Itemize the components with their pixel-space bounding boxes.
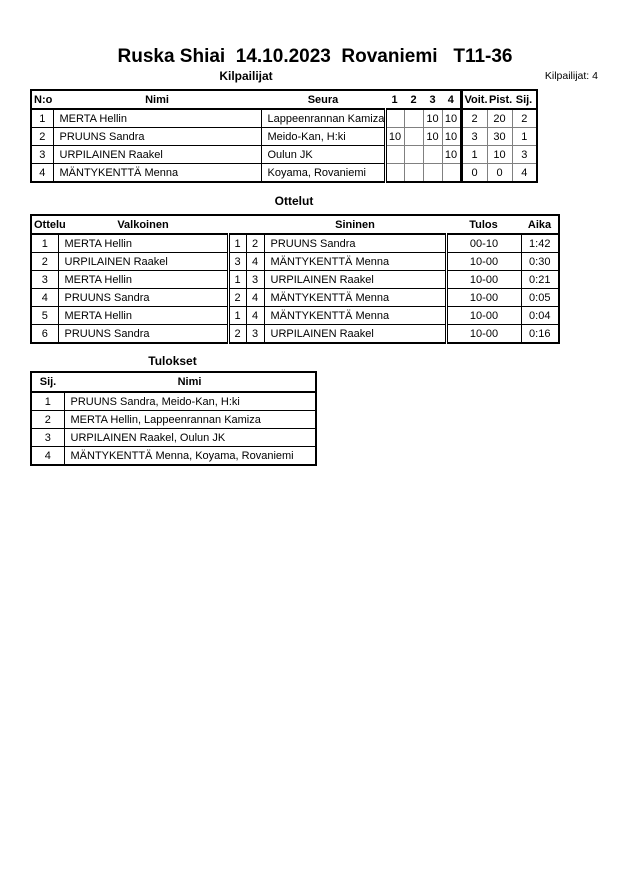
match-result: 10-00 <box>446 289 521 307</box>
competitor-row <box>31 109 537 128</box>
competitor-row <box>31 164 537 183</box>
match-row <box>31 325 559 344</box>
competitor-club: Koyama, Rovaniemi <box>261 164 385 183</box>
result-rank: 2 <box>31 411 64 429</box>
score-vs-2 <box>404 146 423 164</box>
competitor-name: PRUUNS Sandra <box>53 128 261 146</box>
match-result: 00-10 <box>446 234 521 253</box>
match-number: 4 <box>31 289 58 307</box>
competitor-number: 2 <box>31 128 53 146</box>
rank-value: 4 <box>512 164 537 183</box>
col-header-name: Nimi <box>64 372 316 392</box>
score-vs-4: 10 <box>442 128 461 146</box>
blue-player-number: 2 <box>246 234 264 253</box>
blue-player-number: 4 <box>246 289 264 307</box>
score-vs-4 <box>442 164 461 183</box>
score-vs-1 <box>385 164 404 183</box>
blue-player-number: 3 <box>246 325 264 344</box>
col-header-white: Valkoinen <box>58 215 228 234</box>
competitor-name: MERTA Hellin <box>53 109 261 128</box>
match-time: 0:30 <box>521 253 559 271</box>
score-vs-3: 10 <box>423 128 442 146</box>
col-header-blue: Sininen <box>264 215 446 234</box>
white-player-number: 2 <box>228 325 246 344</box>
col-header-time: Aika <box>521 215 559 234</box>
score-vs-2 <box>404 128 423 146</box>
blue-player-number: 4 <box>246 307 264 325</box>
result-rank: 3 <box>31 429 64 447</box>
blue-player-number: 4 <box>246 253 264 271</box>
col-header-result: Tulos <box>446 215 521 234</box>
wins-value: 1 <box>461 146 487 164</box>
result-row <box>31 392 316 411</box>
rank-value: 3 <box>512 146 537 164</box>
match-row <box>31 289 559 307</box>
match-number: 1 <box>31 234 58 253</box>
white-player-name: MERTA Hellin <box>58 271 228 289</box>
white-player-number: 1 <box>228 234 246 253</box>
competitor-name: MÄNTYKENTTÄ Menna <box>53 164 261 183</box>
match-number: 3 <box>31 271 58 289</box>
score-vs-3 <box>423 146 442 164</box>
competitors-table <box>30 89 538 183</box>
match-number: 2 <box>31 253 58 271</box>
results-table <box>30 371 317 466</box>
competitor-club: Meido-Kan, H:ki <box>261 128 385 146</box>
match-number: 6 <box>31 325 58 344</box>
white-player-number: 1 <box>228 271 246 289</box>
results-header-row <box>31 372 316 392</box>
result-row <box>31 429 316 447</box>
competitors-header-row <box>31 90 537 109</box>
results-heading: Tulokset <box>148 354 197 368</box>
white-player-name: URPILAINEN Raakel <box>58 253 228 271</box>
competitors-heading: Kilpailijat <box>219 69 273 83</box>
score-vs-1 <box>385 146 404 164</box>
match-result: 10-00 <box>446 325 521 344</box>
col-header-no: N:o <box>31 90 53 109</box>
result-row <box>31 447 316 466</box>
score-vs-4: 10 <box>442 146 461 164</box>
points-value: 20 <box>487 109 512 128</box>
points-value: 10 <box>487 146 512 164</box>
wins-value: 0 <box>461 164 487 183</box>
col-header-round-1: 1 <box>385 90 404 109</box>
match-time: 1:42 <box>521 234 559 253</box>
white-player-name: MERTA Hellin <box>58 307 228 325</box>
score-vs-1: 10 <box>385 128 404 146</box>
col-header-rank: Sij. <box>512 90 537 109</box>
rank-value: 2 <box>512 109 537 128</box>
match-result: 10-00 <box>446 271 521 289</box>
score-vs-2 <box>404 109 423 128</box>
white-player-name: PRUUNS Sandra <box>58 325 228 344</box>
blue-player-number: 3 <box>246 271 264 289</box>
points-value: 0 <box>487 164 512 183</box>
match-number: 5 <box>31 307 58 325</box>
competitor-row <box>31 146 537 164</box>
score-vs-4: 10 <box>442 109 461 128</box>
score-vs-2 <box>404 164 423 183</box>
blue-player-name: MÄNTYKENTTÄ Menna <box>264 289 446 307</box>
wins-value: 3 <box>461 128 487 146</box>
competitor-name: URPILAINEN Raakel <box>53 146 261 164</box>
result-rank: 1 <box>31 392 64 411</box>
competitor-row <box>31 128 537 146</box>
competitor-number: 1 <box>31 109 53 128</box>
col-header-name: Nimi <box>53 90 261 109</box>
match-row <box>31 307 559 325</box>
match-time: 0:05 <box>521 289 559 307</box>
match-time: 0:21 <box>521 271 559 289</box>
col-header-white-no <box>228 215 246 234</box>
blue-player-name: MÄNTYKENTTÄ Menna <box>264 253 446 271</box>
matches-table <box>30 214 560 344</box>
col-header-round-4: 4 <box>442 90 461 109</box>
competitors-count-label: Kilpailijat: 4 <box>544 70 598 82</box>
col-header-match: Ottelu <box>31 215 58 234</box>
competitor-club: Lappeenrannan Kamiza <box>261 109 385 128</box>
col-header-club: Seura <box>261 90 385 109</box>
result-name: MÄNTYKENTTÄ Menna, Koyama, Rovaniemi <box>64 447 316 466</box>
match-time: 0:04 <box>521 307 559 325</box>
match-time: 0:16 <box>521 325 559 344</box>
white-player-name: MERTA Hellin <box>58 234 228 253</box>
match-result: 10-00 <box>446 307 521 325</box>
matches-heading: Ottelut <box>274 194 314 208</box>
competitor-number: 3 <box>31 146 53 164</box>
score-vs-3: 10 <box>423 109 442 128</box>
col-header-blue-no <box>246 215 264 234</box>
rank-value: 1 <box>512 128 537 146</box>
white-player-number: 2 <box>228 289 246 307</box>
match-row <box>31 253 559 271</box>
col-header-round-2: 2 <box>404 90 423 109</box>
competitor-number: 4 <box>31 164 53 183</box>
white-player-number: 1 <box>228 307 246 325</box>
matches-header-row <box>31 215 559 234</box>
white-player-number: 3 <box>228 253 246 271</box>
blue-player-name: PRUUNS Sandra <box>264 234 446 253</box>
competitor-club: Oulun JK <box>261 146 385 164</box>
score-vs-1 <box>385 109 404 128</box>
result-name: PRUUNS Sandra, Meido-Kan, H:ki <box>64 392 316 411</box>
result-row <box>31 411 316 429</box>
col-header-rank: Sij. <box>31 372 64 392</box>
result-name: URPILAINEN Raakel, Oulun JK <box>64 429 316 447</box>
col-header-wins: Voit. <box>461 90 487 109</box>
score-vs-3 <box>423 164 442 183</box>
result-name: MERTA Hellin, Lappeenrannan Kamiza <box>64 411 316 429</box>
result-rank: 4 <box>31 447 64 466</box>
match-row <box>31 234 559 253</box>
wins-value: 2 <box>461 109 487 128</box>
points-value: 30 <box>487 128 512 146</box>
blue-player-name: MÄNTYKENTTÄ Menna <box>264 307 446 325</box>
match-result: 10-00 <box>446 253 521 271</box>
page-title: Ruska Shiai 14.10.2023 Rovaniemi T11-36 <box>117 46 513 67</box>
col-header-points: Pist. <box>487 90 512 109</box>
blue-player-name: URPILAINEN Raakel <box>264 271 446 289</box>
blue-player-name: URPILAINEN Raakel <box>264 325 446 344</box>
white-player-name: PRUUNS Sandra <box>58 289 228 307</box>
match-row <box>31 271 559 289</box>
col-header-round-3: 3 <box>423 90 442 109</box>
